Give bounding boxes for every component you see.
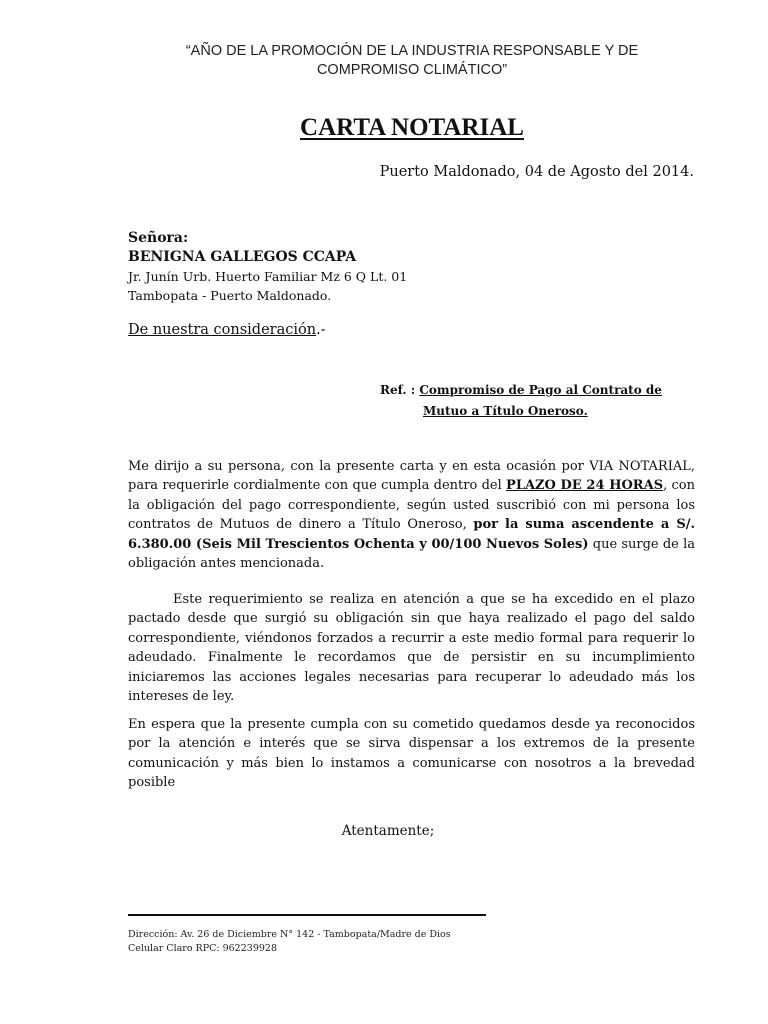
reference-label: Ref. :	[380, 383, 416, 397]
recipient-name: BENIGNA GALLEGOS CCAPA	[128, 249, 357, 265]
p1-text-e: que surge de la obligación antes mencionada.	[128, 536, 695, 572]
p2-text: Este requerimiento se realiza en atención a que se ha excedido en el plazo pactado desde que surgió su obligación sin que haya realizado el pago del saldo correspondiente, viéndonos forzados a recurrir a este medio formal para requerir lo adeudado. Finalmente le recordamos que de persistir en su incumplimiento iniciaremos las acciones legales necesarias para recuperar lo adeudado más los intereses de ley.	[128, 592, 695, 705]
recipient-address-line-2: Tambopata - Puerto Maldonado.	[128, 288, 332, 303]
greeting-text: De nuestra consideración	[128, 322, 317, 338]
footer-divider	[128, 914, 486, 916]
body-paragraph-2	[128, 590, 695, 706]
p1-text-c: , con la obligación del pago correspondiente, según usted suscribió con mi persona los contratos de Mutuos de dinero a Título Oneroso,	[128, 478, 695, 533]
p1-text-a: Me dirijo a su persona, con la presente carta y en esta ocasión por VIA NOTARIAL, para requerirle cordialmente con que cumpla dentro del	[128, 459, 695, 494]
p1-deadline: PLAZO DE 24 HORAS	[506, 478, 664, 494]
reference-line-2: Mutuo a Título Oneroso.	[423, 404, 588, 418]
greeting	[128, 322, 326, 338]
body-paragraph-3: En espera que la presente cumpla con su cometido quedamos desde ya reconocidos por la atención e interés que se sirva dispensar a los extremos de la presente comunicación y más bien lo instamos a comunicarse con nosotros a la brevedad posible	[128, 717, 695, 791]
closing: Atentamente;	[341, 823, 435, 839]
recipient-address-line-1: Jr. Junín Urb. Huerto Familiar Mz 6 Q Lt. 01	[128, 269, 408, 284]
footer-phone: Celular Claro RPC: 962239928	[128, 943, 277, 954]
year-motto-line-1: “AÑO DE LA PROMOCIÓN DE LA INDUSTRIA RESPONSABLE Y DE	[185, 43, 639, 59]
letter-date: Puerto Maldonado, 04 de Agosto del 2014.	[379, 164, 694, 180]
year-motto-line-2: COMPROMISO CLIMÁTICO”	[316, 62, 508, 78]
body-paragraph-1	[128, 457, 695, 573]
year-motto	[128, 42, 696, 80]
letter-title: CARTA NOTARIAL	[300, 114, 524, 141]
recipient-block	[128, 229, 407, 305]
footer-address: Dirección: Av. 26 de Diciembre N° 142 - Tambopata/Madre de Dios	[128, 929, 451, 940]
reference-line-1: Compromiso de Pago al Contrato de	[419, 383, 662, 397]
footer	[128, 928, 451, 956]
p1-amount: por la suma ascendente a S/. 6.380.00 (Seis Mil Trescientos Ochenta y 00/100 Nuevos Soles)	[128, 517, 695, 552]
reference-block	[380, 380, 662, 422]
recipient-salutation: Señora:	[128, 230, 189, 246]
greeting-suffix: .-	[316, 322, 326, 338]
